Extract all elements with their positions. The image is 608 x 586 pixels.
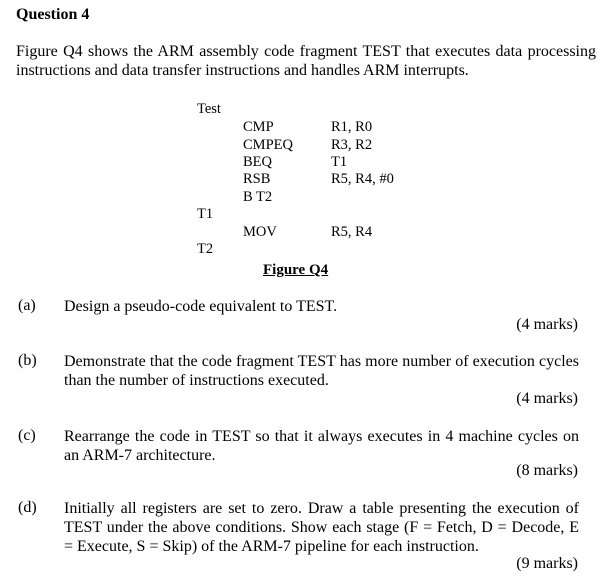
marks-c: (8 marks) [516, 462, 578, 479]
code-operands: R3, R2 [331, 137, 373, 153]
code-mnemonic: MOV [243, 224, 277, 240]
question-label-d: (d) [18, 499, 37, 516]
code-mnemonic: CMPEQ [243, 137, 293, 153]
figure-caption: Figure Q4 [263, 262, 329, 278]
code-mnemonic: CMP [243, 119, 274, 135]
marks-b: (4 marks) [516, 390, 578, 407]
question-label-a: (a) [18, 297, 36, 314]
question-text-c: Rearrange the code in TEST so that it always executes in 4 machine cycles on an ARM-7 architecture. [64, 428, 579, 464]
question-label-b: (b) [18, 352, 37, 369]
marks-d: (9 marks) [516, 555, 578, 572]
question-label-c: (c) [18, 427, 36, 444]
code-mnemonic: BEQ [243, 154, 272, 170]
code-mnemonic: B T2 [243, 189, 273, 205]
marks-a: (4 marks) [516, 316, 578, 333]
question-title: Question 4 [16, 6, 90, 23]
code-label-test: Test [197, 101, 221, 117]
code-label-t2: T2 [197, 241, 214, 257]
code-operands: R5, R4, #0 [331, 171, 394, 187]
question-intro: Figure Q4 shows the ARM assembly code fragment TEST that executes data processing instructions and data transfer instructions and handles ARM interrupts. [16, 43, 596, 79]
code-label-t1: T1 [197, 206, 214, 222]
code-operands: R1, R0 [331, 119, 373, 135]
code-mnemonic: RSB [243, 171, 271, 187]
code-operands: R5, R4 [331, 224, 373, 240]
question-text-b: Demonstrate that the code fragment TEST has more number of execution cycles than the number of instructions executed. [64, 353, 579, 389]
question-text-d: Initially all registers are set to zero. Draw a table presenting the execution of TEST under the above conditions. Show each stage (F = Fetch, D = Decode, E = Execute, S = Skip) of the ARM-7 pipeline for each instruction. [64, 500, 579, 555]
question-text-a: Design a pseudo-code equivalent to TEST. [64, 298, 338, 315]
code-operands: T1 [331, 154, 348, 170]
